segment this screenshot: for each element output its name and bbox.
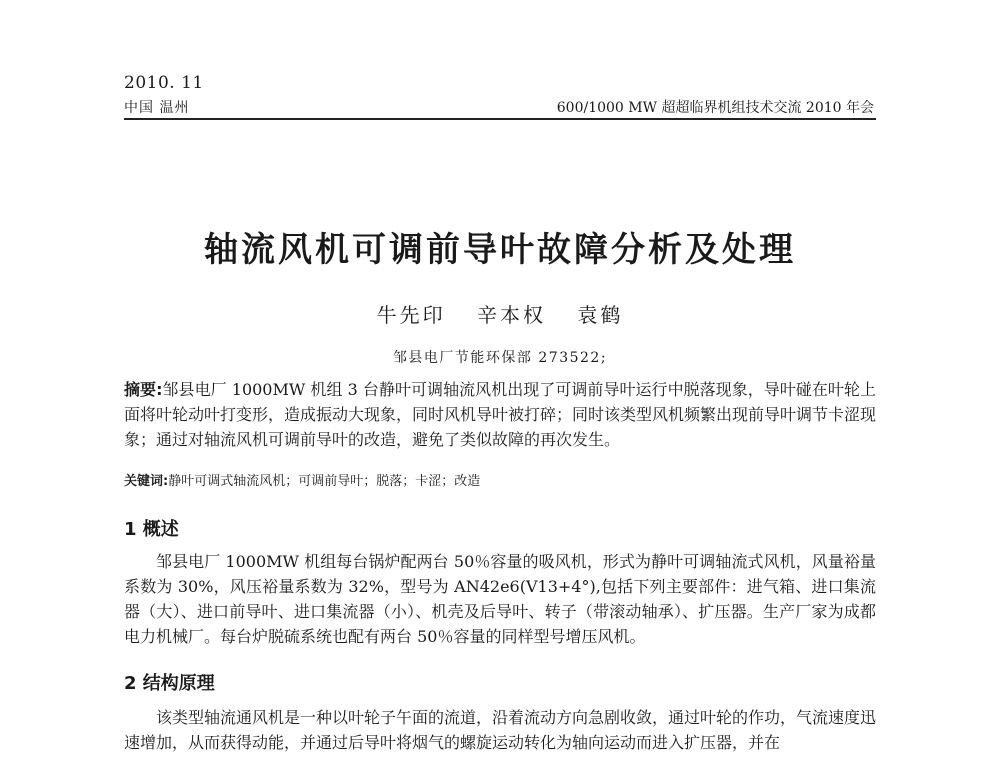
section-2-text: 该类型轴流通风机是一种以叶轮子午面的流道，沿着流动方向急剧收敛，通过叶轮的作功，气流速度迅速增加，从而获得动能，并通过后导叶将烟气的螺旋运动转化为轴向运动而进入扩压器，并在 xyxy=(124,708,877,752)
keywords-text: 静叶可调式轴流风机；可调前导叶；脱落；卡涩；改造 xyxy=(168,474,481,489)
paper-authors: 牛先印 辛本权 袁鹤 xyxy=(376,303,624,327)
abstract-text: 邹县电厂 1000MW 机组 3 台静叶可调轴流风机出现了可调前导叶运行中脱落现象，导叶碰在叶轮上面将叶轮动叶打变形，造成振动大现象，同时风机导叶被打碎；同时该类型风机频繁出现前导叶调节卡涩现象；通过对轴流风机可调前导叶的改造，避免了类似故障的再次发生。 xyxy=(124,380,877,449)
header-conference: 600/1000 MW 超超临界机组技术交流 2010 年会 xyxy=(556,100,874,116)
abstract-label: 摘要: xyxy=(124,380,163,399)
keywords-label: 关键词: xyxy=(124,474,169,489)
paper-affiliation: 邹县电厂节能环保部 273522; xyxy=(392,350,608,366)
section-2-heading: 2 结构原理 xyxy=(124,673,215,694)
section-1-text: 邹县电厂 1000MW 机组每台锅炉配两台 50％容量的吸风机，形式为静叶可调轴流式风机，风量裕量系数为 30%，风压裕量系数为 32%，型号为 AN42e6(V13+4°),包括下列主要部件：进气箱、进口集流器（大）、进口前导叶、进口集流器（小）、机壳及后导叶、转子（带滚动轴承）、扩压器。生产厂家为成都电力机械厂。每台炉脱硫系统也配有两台 50％容量的同样型号增压风机。 xyxy=(124,552,876,646)
paper-title: 轴流风机可调前导叶故障分析及处理 xyxy=(204,230,796,270)
header-date: 2010. 11 xyxy=(124,73,204,93)
header-divider xyxy=(124,118,876,120)
abstract xyxy=(124,377,876,452)
section-1-heading: 1 概述 xyxy=(124,519,179,540)
keywords xyxy=(124,472,876,492)
header-place: 中国 温州 xyxy=(124,100,190,116)
